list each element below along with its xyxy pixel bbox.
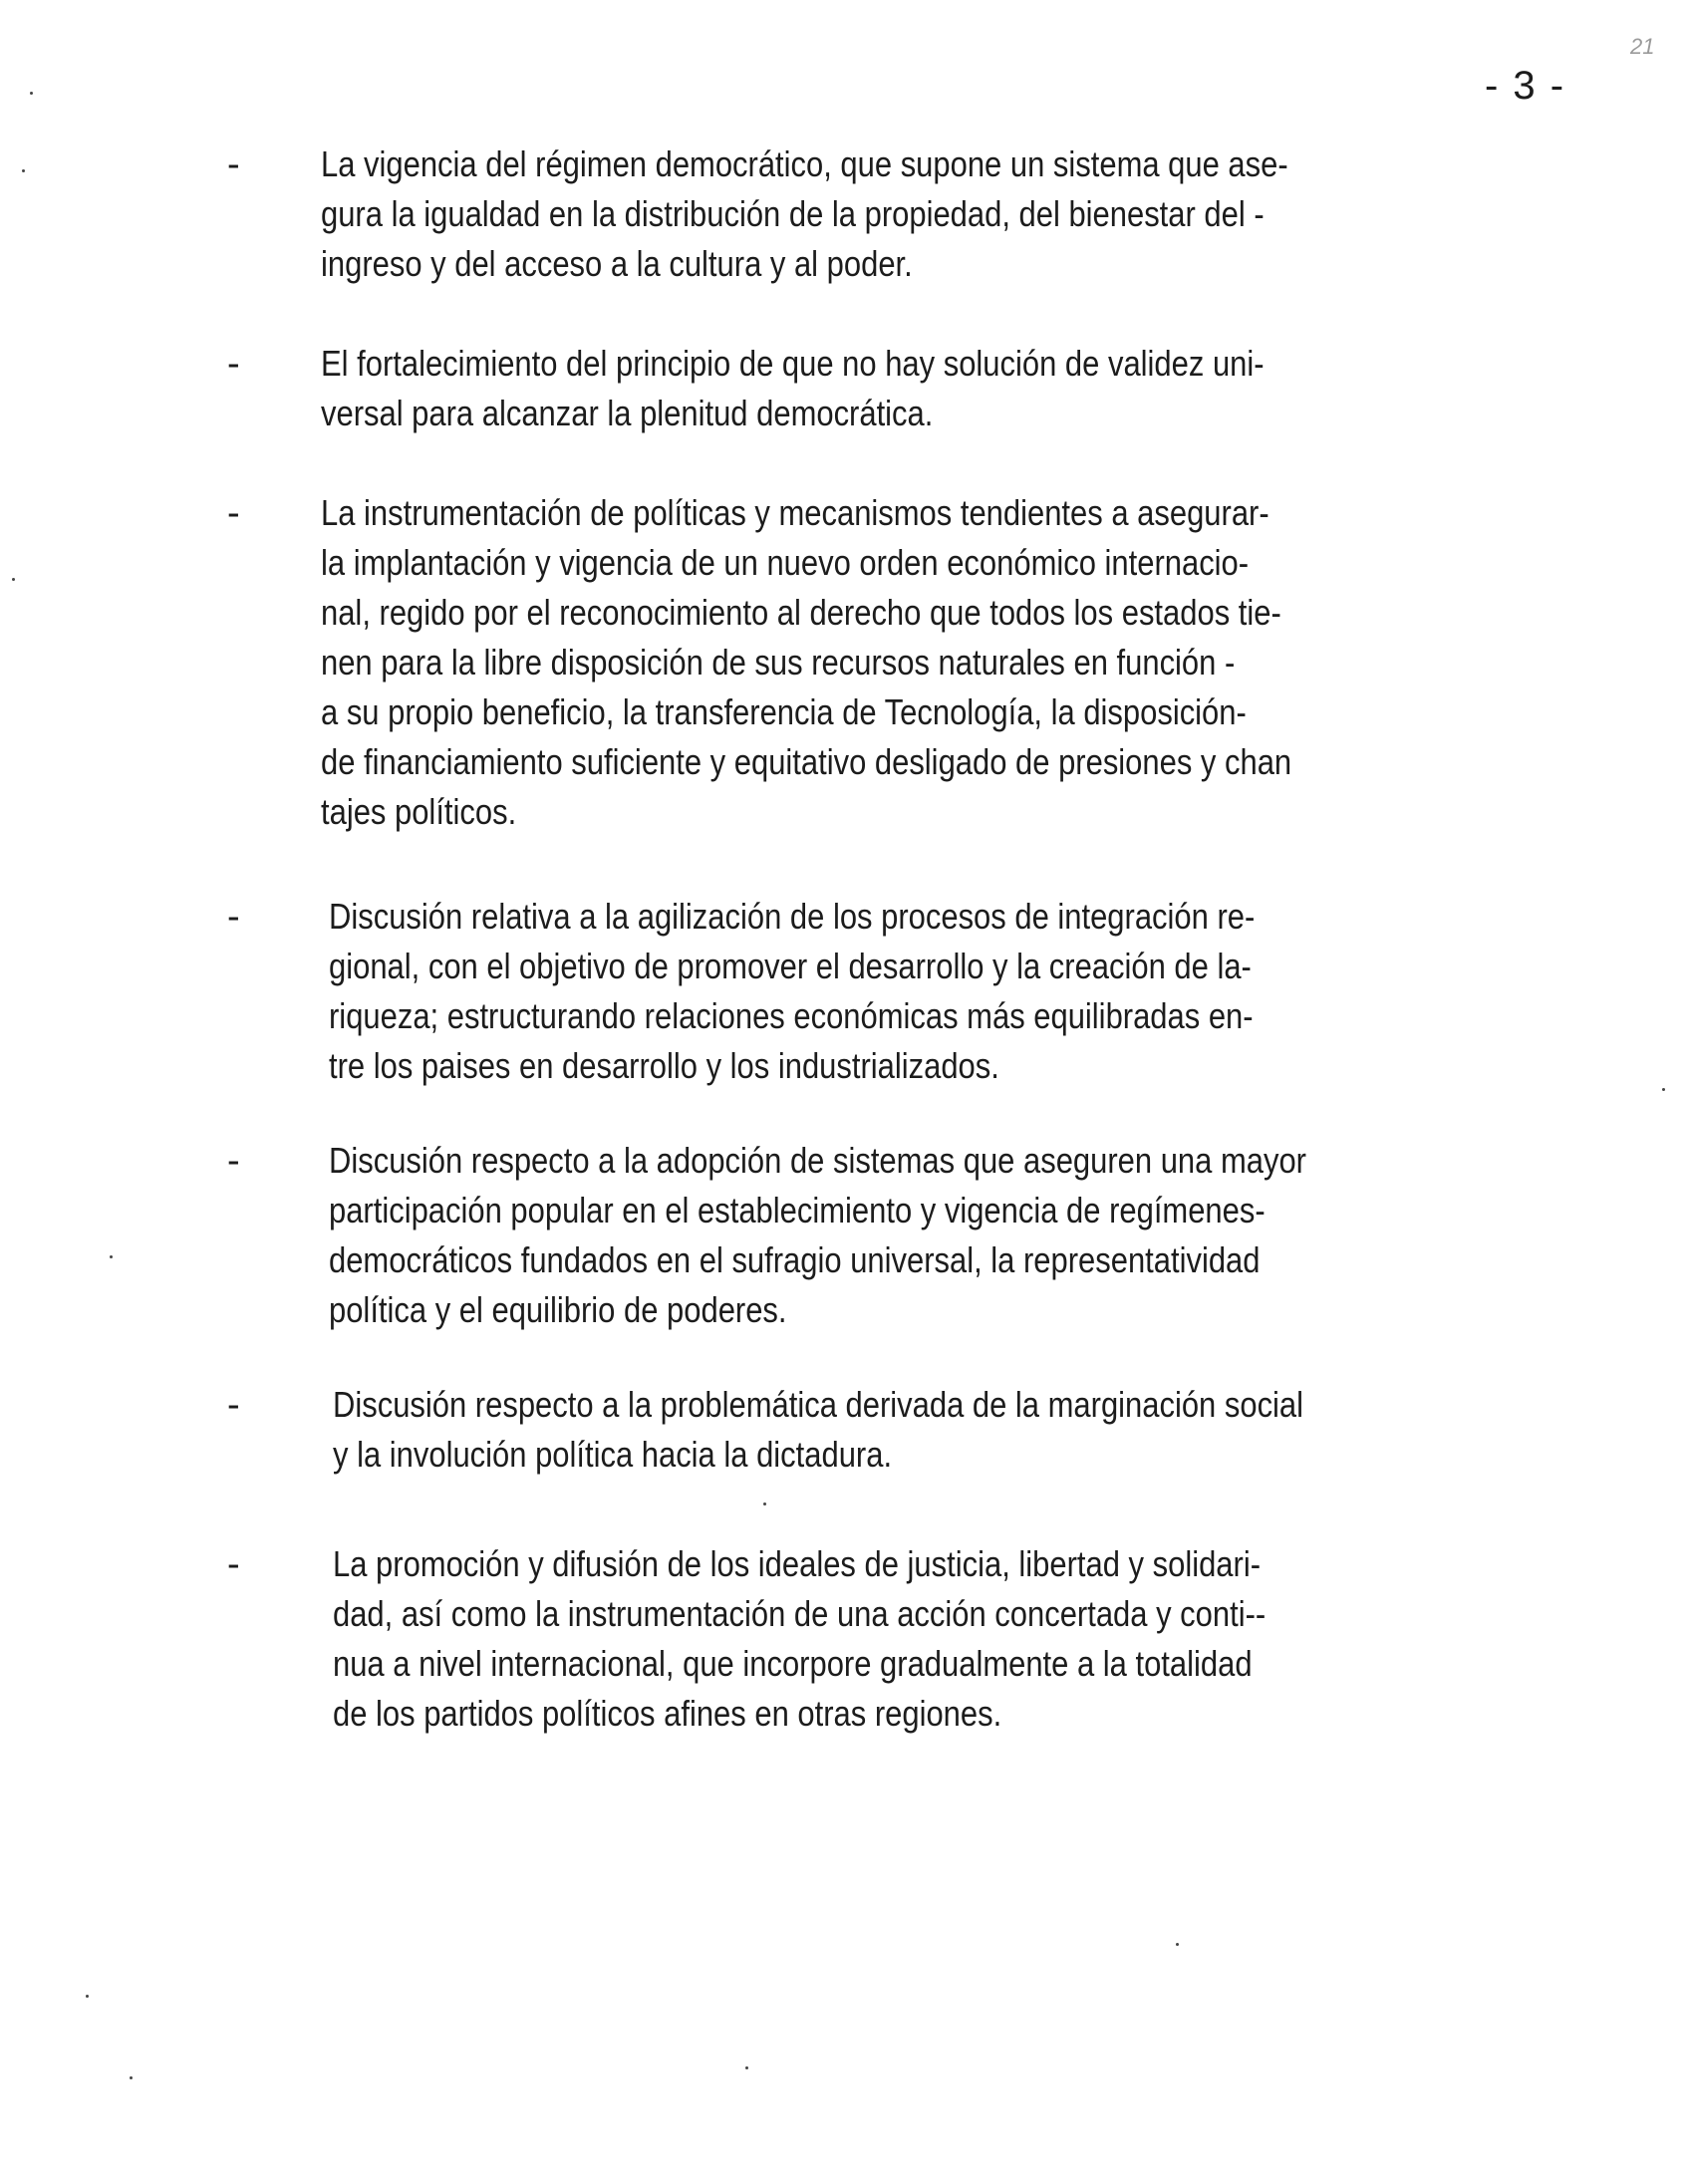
text-line: nal, regido por el reconocimiento al derecho que todos los estados tie-	[321, 592, 1281, 633]
text-line: la implantación y vigencia de un nuevo orden económico internacio-	[321, 542, 1250, 583]
scan-speck	[30, 92, 33, 95]
list-item-text	[329, 1136, 1417, 1335]
bullet-dash: -	[227, 1140, 240, 1182]
bullet-dash: -	[227, 896, 240, 938]
list-item-text	[321, 139, 1409, 289]
text-line: política y el equilibrio de poderes.	[329, 1289, 787, 1330]
text-line: Discusión respecto a la adopción de sistemas que aseguren una mayor	[329, 1140, 1306, 1181]
list-item-text	[321, 488, 1409, 837]
text-line: dad, así como la instrumentación de una acción concertada y conti--	[333, 1593, 1267, 1634]
text-line: La promoción y difusión de los ideales de justicia, libertad y solidari-	[333, 1543, 1262, 1584]
list-item-text	[333, 1539, 1421, 1739]
bullet-dash: -	[227, 1543, 240, 1585]
text-line: Discusión relativa a la agilización de los procesos de integración re-	[329, 896, 1256, 937]
text-line: tre los paises en desarrollo y los industrializados.	[329, 1045, 999, 1086]
text-line: versal para alcanzar la plenitud democrática.	[321, 393, 934, 433]
bullet-dash: -	[227, 143, 240, 185]
text-line: nua a nivel internacional, que incorpore gradualmente a la totalidad	[333, 1643, 1253, 1684]
text-line: ingreso y del acceso a la cultura y al poder.	[321, 243, 913, 284]
text-line: democráticos fundados en el sufragio universal, la representatividad	[329, 1239, 1261, 1280]
bullet-dash: -	[227, 492, 240, 534]
list-item-text	[329, 892, 1417, 1091]
text-line: tajes políticos.	[321, 791, 517, 832]
bullet-dash: -	[227, 343, 240, 385]
scan-speck	[1176, 1943, 1179, 1946]
text-line: participación popular en el establecimiento y vigencia de regímenes-	[329, 1190, 1266, 1230]
text-line: riqueza; estructurando relaciones económicas más equilibradas en-	[329, 995, 1254, 1036]
scan-speck	[12, 578, 15, 581]
text-line: La instrumentación de políticas y mecanismos tendientes a asegurar-	[321, 492, 1269, 533]
scan-speck	[1662, 1088, 1665, 1091]
scan-speck	[86, 1995, 89, 1998]
text-line: gura la igualdad en la distribución de la propiedad, del bienestar del -	[321, 193, 1265, 234]
text-line: a su propio beneficio, la transferencia de Tecnología, la disposición-	[321, 691, 1247, 732]
text-line: nen para la libre disposición de sus recursos naturales en función -	[321, 642, 1236, 682]
list-item-text	[333, 1380, 1421, 1480]
text-line: La vigencia del régimen democrático, que supone un sistema que ase-	[321, 143, 1288, 184]
page-number: - 3 -	[1485, 64, 1566, 108]
scan-speck	[745, 2066, 748, 2069]
scan-speck	[763, 1502, 766, 1505]
scan-speck	[22, 169, 25, 172]
scan-speck	[110, 1255, 113, 1258]
text-line: Discusión respecto a la problemática derivada de la marginación social	[333, 1384, 1304, 1425]
bullet-dash: -	[227, 1384, 240, 1426]
text-line: y la involución política hacia la dictadura.	[333, 1434, 893, 1475]
scan-speck	[130, 2076, 133, 2079]
list-item-text	[321, 339, 1409, 438]
text-line: de los partidos políticos afines en otras regiones.	[333, 1693, 1002, 1734]
corner-handwritten-mark: 21	[1630, 34, 1655, 59]
text-line: gional, con el objetivo de promover el desarrollo y la creación de la-	[329, 946, 1252, 986]
text-line: de financiamiento suficiente y equitativo desligado de presiones y chan	[321, 741, 1292, 782]
text-line: El fortalecimiento del principio de que no hay solución de validez uni-	[321, 343, 1265, 384]
